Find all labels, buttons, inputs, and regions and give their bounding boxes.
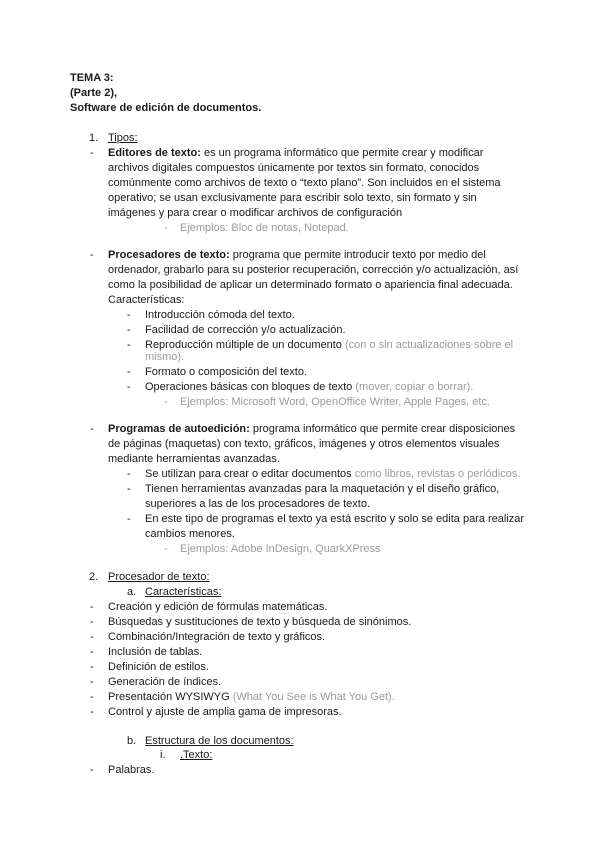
autoedicion-line-1: Programas de autoedición: programa informático que permite crear disposiciones	[108, 423, 516, 435]
list-item: Presentación WYSIWYG (What You See is What You Get).	[108, 691, 395, 703]
bullet-dash: -	[127, 366, 131, 378]
editores-line-3: comúnmente como archivos de texto o “texto plano”. Son incluidos en el sistema	[108, 177, 501, 189]
bullet-dash: -	[90, 601, 94, 613]
bullet-dash: -	[90, 147, 94, 159]
subheading-caracteristicas: Características:	[145, 586, 222, 598]
procesadores-line-4: Características:	[108, 294, 185, 306]
procesadores-line-2: ordenador, grabarlo para su posterior recuperación, corrección y/o actualización, así	[108, 264, 519, 276]
bullet-dash: -	[127, 483, 131, 495]
bullet-dash: -	[164, 543, 168, 555]
document-title: Software de edición de documentos.	[70, 102, 262, 114]
bullet-dash: -	[90, 423, 94, 435]
bullet-dash: -	[164, 222, 168, 234]
list-item: Combinación/Integración de texto y gráficos.	[108, 631, 326, 643]
list-item: Control y ajuste de amplia gama de impresoras.	[108, 706, 342, 718]
list-item: En este tipo de programas el texto ya está escrito y solo se edita para realizar	[145, 513, 525, 525]
list-item: Creación y edición de fórmulas matemáticas.	[108, 601, 328, 613]
bullet-dash: -	[90, 249, 94, 261]
subheading-estructura: Estructura de los documentos:	[145, 735, 294, 747]
bullet-dash: -	[127, 339, 131, 351]
procesadores-line-1: Procesadores de texto: programa que permite introducir texto por medio del	[108, 249, 486, 261]
bullet-dash: -	[90, 676, 94, 688]
editores-example: Ejemplos: Bloc de notas, Notepad.	[180, 222, 349, 234]
term-autoedicion: Programas de autoedición:	[108, 423, 250, 435]
bullet-dash: -	[127, 309, 131, 321]
title-line-1: TEMA 3:	[70, 72, 114, 84]
bullet-dash: -	[127, 381, 131, 393]
subheading-texto: .Texto:	[180, 749, 213, 761]
bullet-dash: -	[127, 324, 131, 336]
editores-line-2: archivos digitales compuestos únicamente por textos sin formato, conocidos	[108, 162, 480, 174]
bullet-dash: -	[127, 513, 131, 525]
list-item: Facilidad de corrección y/o actualización.	[145, 324, 346, 336]
list-item: Operaciones básicas con bloques de texto (mover, copiar o borrar).	[145, 381, 474, 393]
procesadores-example: Ejemplos: Microsoft Word, OpenOffice Writer, Apple Pages, etc.	[180, 396, 490, 408]
list-item: Introducción cómoda del texto.	[145, 309, 295, 321]
list-number-2: 2.	[89, 571, 99, 583]
list-item: Tienen herramientas avanzadas para la maquetación y el diseño gráfico,	[145, 483, 500, 495]
list-item: Se utilizan para crear o editar documentos como libros, revistas o periódicos.	[145, 468, 521, 480]
bullet-dash: -	[90, 706, 94, 718]
list-item-continuation: cambios menores.	[145, 528, 235, 540]
autoedicion-line-2: de páginas (maquetas) con texto, gráficos, imágenes y otros elementos visuales	[108, 438, 500, 450]
bullet-dash: -	[164, 396, 168, 408]
list-number-1: 1.	[89, 132, 99, 144]
bullet-dash: -	[90, 616, 94, 628]
bullet-dash: -	[90, 661, 94, 673]
title-line-2: (Parte 2),	[70, 87, 118, 99]
editores-line-4: operativo; se usan exclusivamente para escribir solo texto, sin formato y sin	[108, 192, 477, 204]
list-item-continuation: superiores a las de los procesadores de texto.	[145, 498, 371, 510]
bullet-dash: -	[90, 631, 94, 643]
bullet-dash: -	[90, 764, 94, 776]
bullet-dash: -	[90, 691, 94, 703]
list-item: Generación de índices.	[108, 676, 222, 688]
procesadores-line-3: como la posibilidad de aplicar un determinado formato o apariencia final adecuada.	[108, 279, 513, 291]
autoedicion-example: Ejemplos: Adobe InDesign, QuarkXPress	[180, 543, 381, 555]
editores-line-5: imágenes y para crear o modificar archivos de configuración	[108, 207, 403, 219]
section-heading-procesador: Procesador de texto:	[108, 571, 210, 583]
bullet-dash: -	[127, 468, 131, 480]
list-item: Formato o composición del texto.	[145, 366, 308, 378]
list-letter-a: a.	[127, 586, 137, 598]
list-letter-b: b.	[127, 735, 137, 747]
list-item: Definición de estilos.	[108, 661, 209, 673]
section-heading-tipos: Tipos:	[108, 132, 138, 144]
list-item: Palabras.	[108, 764, 155, 776]
editores-line-1: Editores de texto: es un programa informático que permite crear y modificar	[108, 147, 484, 159]
list-roman-i: i.	[160, 749, 166, 761]
list-item: Reproducción múltiple de un documento (con o sin actualizaciones sobre el	[145, 339, 514, 351]
list-item: Inclusión de tablas.	[108, 646, 203, 658]
list-item-continuation: mismo).	[145, 351, 185, 363]
term-procesadores: Procesadores de texto:	[108, 249, 230, 261]
bullet-dash: -	[90, 646, 94, 658]
list-item: Búsquedas y sustituciones de texto y búsqueda de sinónimos.	[108, 616, 412, 628]
autoedicion-line-3: mediante herramientas avanzadas.	[108, 453, 280, 465]
term-editores: Editores de texto:	[108, 147, 201, 159]
